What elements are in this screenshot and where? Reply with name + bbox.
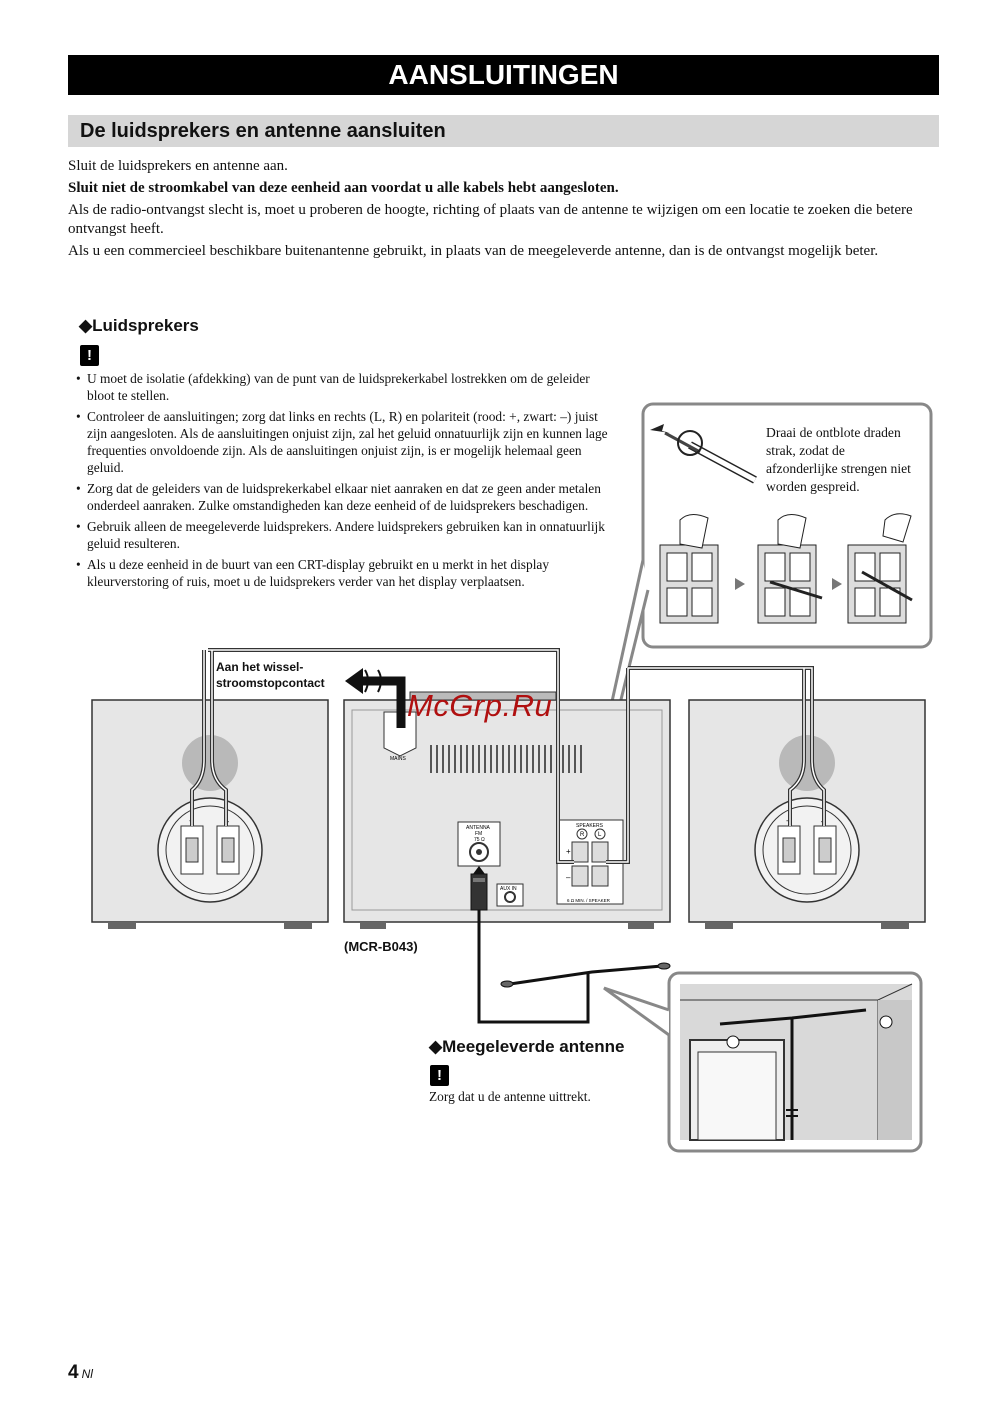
page-title: AANSLUITINGEN (68, 55, 939, 95)
wall-outlet-label-line: stroomstopcontact (216, 676, 325, 690)
watermark: McGrp.Ru (407, 688, 553, 723)
caution-icon: ! (80, 345, 99, 366)
list-item: • Als u deze eenheid in de buurt van een CRT-display gebruikt en u merkt in het display kleurverstoring of ruis, moet u de luidsprekers verder van het display verplaatsen. (76, 556, 610, 590)
antenna-wall-callout (604, 973, 921, 1151)
list-item: • U moet de isolatie (afdekking) van de punt van de luidsprekerkabel lostrekken om de geleider bloot te stellen. (76, 370, 610, 404)
right-speaker (689, 700, 925, 929)
plus-sign: + (566, 847, 571, 856)
list-item: • Zorg dat de geleiders van de luidsprekerkabel elkaar niet aanraken en dat ze geen ander metalen onderdeel aanraken. Zulke omstandigheden kan deze eenheid of de luidsprekers beschadigen. (76, 480, 610, 514)
speakers-heading-label: Luidsprekers (92, 316, 199, 335)
intro-paragraph: Als u een commercieel beschikbare buitenantenne gebruikt, in plaats van de meegeleverde antenne, dan is de ontvangst mogelijk beter. (68, 243, 879, 259)
diamond-icon: ◆ (429, 1037, 443, 1056)
wall-outlet-label (216, 659, 325, 691)
main-unit (344, 692, 670, 929)
model-label: (MCR-B043) (344, 939, 418, 954)
speaker-l-label: L (598, 832, 602, 838)
caution-icon: ! (430, 1065, 449, 1086)
page-number-value: 4 (68, 1362, 79, 1383)
antenna-heading (429, 1037, 624, 1057)
aux-label: AUX IN (500, 886, 517, 892)
list-item: • Controleer de aansluitingen; zorg dat links en rechts (L, R) en polariteit (rood: +, zwart: –) juist zijn aangesloten. Als de aansluitingen onjuist zijn, zal het geluid onnatuurlijk zijn en kunnen lage frequenties onvoldoende zijn. Als de aansluitingen onjuist zijn, is er mogelijk helemaal geen geluid. (76, 408, 610, 476)
minus-sign: – (566, 873, 571, 882)
diamond-icon: ◆ (79, 316, 93, 335)
section-title: De luidsprekers en antenne aansluiten (68, 115, 939, 147)
mains-label: MAINS (390, 756, 406, 762)
wall-outlet-label-line: Aan het wissel- (216, 660, 304, 674)
twist-instruction: Draai de ontblote draden strak, zodat de afzonderlijke strengen niet worden gespreid. (766, 425, 911, 494)
minus-sign: – (821, 816, 827, 826)
page-number (68, 1362, 93, 1384)
language-code: Nl (81, 1367, 93, 1381)
antenna-impedance-label: 75 Ω (474, 837, 485, 843)
speaker-r-label: R (580, 832, 585, 838)
antenna-label: ANTENNA (466, 825, 490, 831)
antenna-fm-label: FM (475, 831, 483, 837)
plus-sign: + (786, 816, 792, 826)
speakers-label: SPEAKERS (576, 823, 603, 829)
speaker-impedance-label: 6 Ω MIN. / SPEAKER (567, 898, 610, 903)
intro-paragraph: Sluit de luidsprekers en antenne aan. (68, 158, 288, 174)
plus-sign: + (189, 816, 195, 826)
minus-sign: – (224, 816, 230, 826)
antenna-note: Zorg dat u de antenne uittrekt. (429, 1089, 591, 1104)
antenna-heading-label: Meegeleverde antenne (442, 1037, 625, 1056)
intro-warning: Sluit niet de stroomkabel van deze eenheid aan voordat u alle kabels hebt aangesloten. (68, 180, 619, 196)
list-item: • Gebruik alleen de meegeleverde luidsprekers. Andere luidsprekers gebruiken kan in onnatuurlijk geluid resulteren. (76, 518, 610, 552)
intro-paragraph: Als de radio-ontvangst slecht is, moet u proberen de hoogte, richting of plaats van de antenne te wijzigen om een locatie te zoeken die betere ontvangst heeft. (68, 202, 913, 237)
